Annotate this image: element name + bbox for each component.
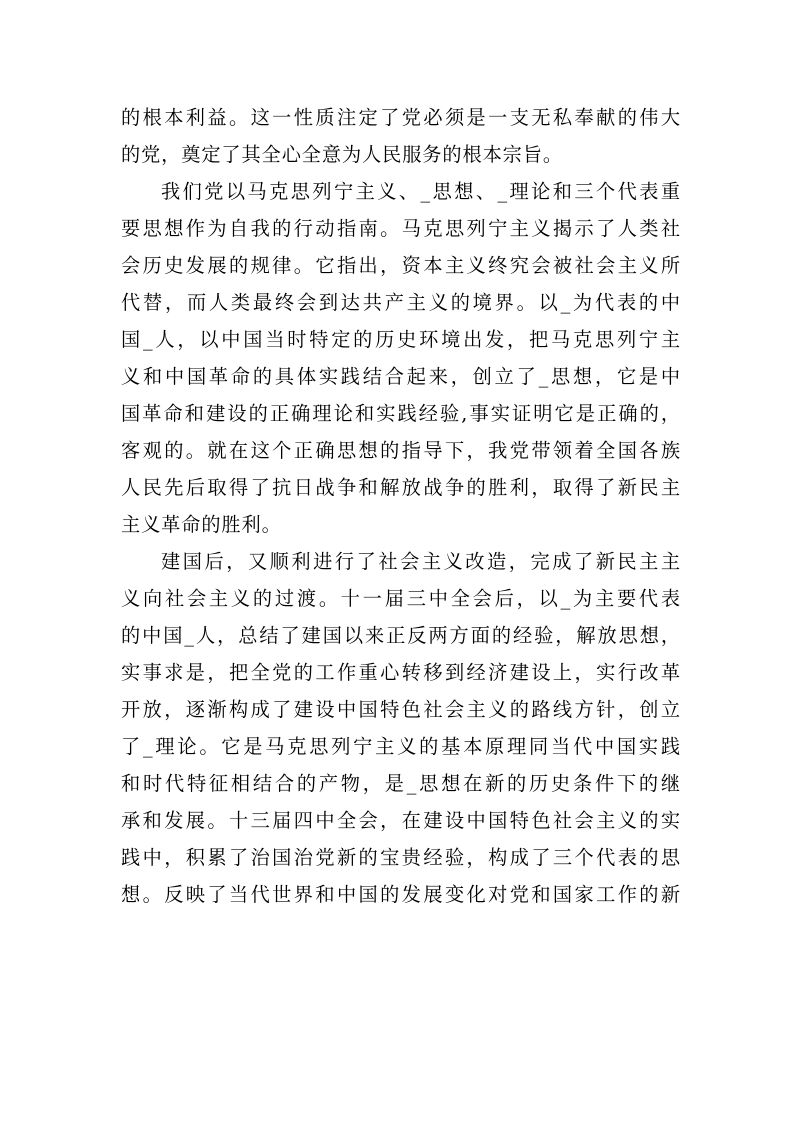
text-line: 义向社会主义的过渡。十一届三中全会后，以_为主要代表 bbox=[121, 587, 681, 610]
text-line: 的党，奠定了其全心全意为人民服务的根本宗旨。 bbox=[121, 143, 563, 166]
text-line: 了_理论。它是马克思列宁主义的基本原理同当代中国实践 bbox=[121, 735, 681, 758]
text-line: 开放，逐渐构成了建设中国特色社会主义的路线方针，创立 bbox=[121, 698, 681, 721]
text-line: 和时代特征相结合的产物，是_思想在新的历史条件下的继 bbox=[121, 772, 681, 795]
text-line: 义和中国革命的具体实践结合起来，创立了_思想，它是中 bbox=[121, 365, 681, 388]
text-line: 实事求是，把全党的工作重心转移到经济建设上，实行改革 bbox=[121, 661, 681, 684]
text-line: 的根本利益。这一性质注定了党必须是一支无私奉献的伟大 bbox=[121, 106, 681, 129]
text-line: 客观的。就在这个正确思想的指导下，我党带领着全国各族 bbox=[121, 439, 681, 462]
text-line: 国_人，以中国当时特定的历史环境出发，把马克思列宁主 bbox=[121, 328, 681, 351]
paragraph-2 bbox=[121, 173, 681, 543]
text-line: 建国后，又顺利进行了社会主义改造，完成了新民主主 bbox=[161, 550, 681, 573]
document-body bbox=[121, 99, 681, 913]
text-line: 承和发展。十三届四中全会，在建设中国特色社会主义的实 bbox=[121, 809, 681, 832]
text-line: 我们党以马克思列宁主义、_思想、_理论和三个代表重 bbox=[161, 180, 681, 203]
text-line: 国革命和建设的正确理论和实践经验,事实证明它是正确的， bbox=[121, 402, 681, 425]
text-line: 践中，积累了治国治党新的宝贵经验，构成了三个代表的思 bbox=[121, 846, 681, 869]
text-line: 想。反映了当代世界和中国的发展变化对党和国家工作的新 bbox=[121, 883, 681, 906]
paragraph-1 bbox=[121, 99, 681, 173]
text-line: 主义革命的胜利。 bbox=[121, 513, 282, 536]
text-line: 要思想作为自我的行动指南。马克思列宁主义揭示了人类社 bbox=[121, 217, 681, 240]
text-line: 人民先后取得了抗日战争和解放战争的胜利，取得了新民主 bbox=[121, 476, 681, 499]
text-line: 会历史发展的规律。它指出，资本主义终究会被社会主义所 bbox=[121, 254, 681, 277]
text-line: 代替，而人类最终会到达共产主义的境界。以_为代表的中 bbox=[121, 291, 681, 314]
text-line: 的中国_人，总结了建国以来正反两方面的经验，解放思想， bbox=[121, 624, 681, 647]
paragraph-3 bbox=[121, 543, 681, 913]
